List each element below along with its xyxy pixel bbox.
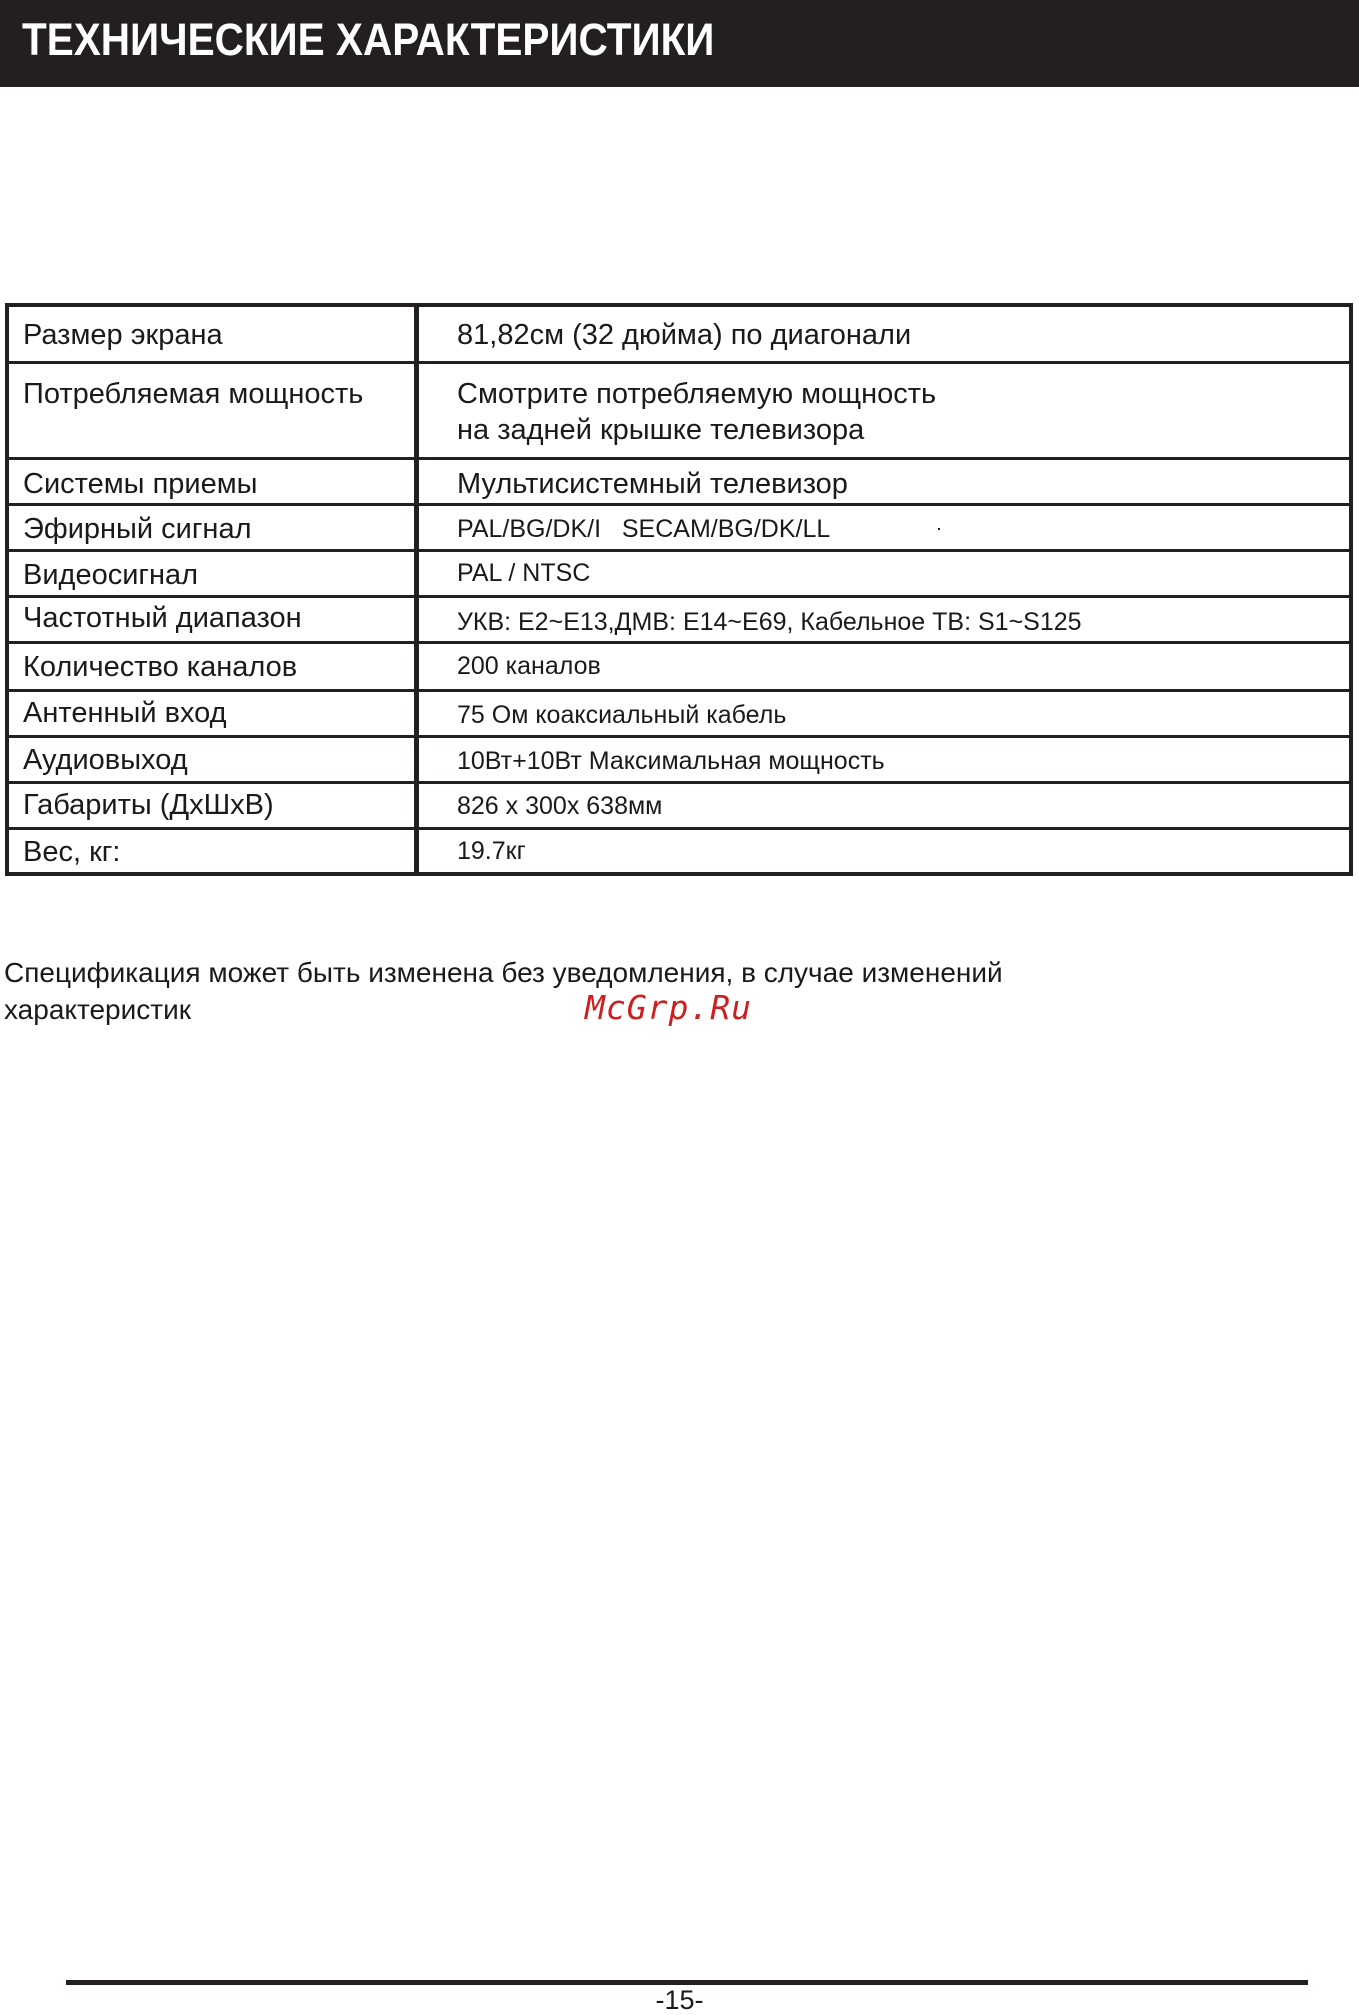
specifications-table <box>5 303 1353 876</box>
table-row <box>7 828 1351 874</box>
watermark: McGrp.Ru <box>585 988 752 1027</box>
table-row <box>7 305 1351 362</box>
table-row <box>7 642 1351 690</box>
page-header-bar <box>0 0 1359 87</box>
spec-value: 200 каналов <box>457 651 601 680</box>
note-line: характеристик <box>4 994 191 1025</box>
spec-label: Размер экрана <box>23 319 223 351</box>
spec-label: Габариты (ДхШхВ) <box>23 788 274 821</box>
spec-value: PAL/BG/DK/I SECAM/BG/DK/LL <box>457 514 831 543</box>
spec-label: Потребляемая мощность <box>23 377 364 410</box>
spec-value: PAL / NTSC <box>457 558 591 587</box>
spec-value-line: на задней крышке телевизора <box>457 413 865 446</box>
table-row <box>7 736 1351 782</box>
spec-value: Мультисистемный телевизор <box>457 467 848 500</box>
spec-value: 19.7кг <box>457 836 526 865</box>
spec-value: 826 x 300x 638мм <box>457 791 663 820</box>
spec-label: Видеосигнал <box>23 558 199 591</box>
table-row <box>7 458 1351 504</box>
table-row <box>7 596 1351 642</box>
spec-value: 75 Ом коаксиальный кабель <box>457 700 787 729</box>
table-row <box>7 550 1351 596</box>
table-row <box>7 362 1351 458</box>
spec-label: Частотный диапазон <box>23 601 302 634</box>
table-row <box>7 504 1351 550</box>
spec-value-line: Смотрите потребляемую мощность <box>457 377 937 410</box>
spec-label: Антенный вход <box>23 696 227 729</box>
spec-value: 10Вт+10Вт Максимальная мощность <box>457 746 885 775</box>
page-number: -15- <box>655 1985 704 2015</box>
table-row <box>7 782 1351 828</box>
spec-value: 81,82см (32 дюйма) по диагонали <box>457 319 912 351</box>
stray-dot <box>938 528 940 530</box>
spec-value <box>419 364 1349 448</box>
table-row <box>7 690 1351 736</box>
spec-label: Количество каналов <box>23 650 298 683</box>
spec-label: Системы приемы <box>23 467 258 500</box>
page-title: ТЕХНИЧЕСКИЕ ХАРАКТЕРИСТИКИ <box>22 14 715 65</box>
spec-label: Аудиовыход <box>23 743 188 776</box>
spec-label: Эфирный сигнал <box>23 512 252 545</box>
spec-label: Вес, кг: <box>23 835 121 868</box>
note-line: Спецификация может быть изменена без уведомления, в случае изменений <box>4 957 1003 988</box>
spec-value: УКВ: E2~E13,ДМВ: E14~E69, Кабельное ТВ: S1~S125 <box>457 607 1082 636</box>
